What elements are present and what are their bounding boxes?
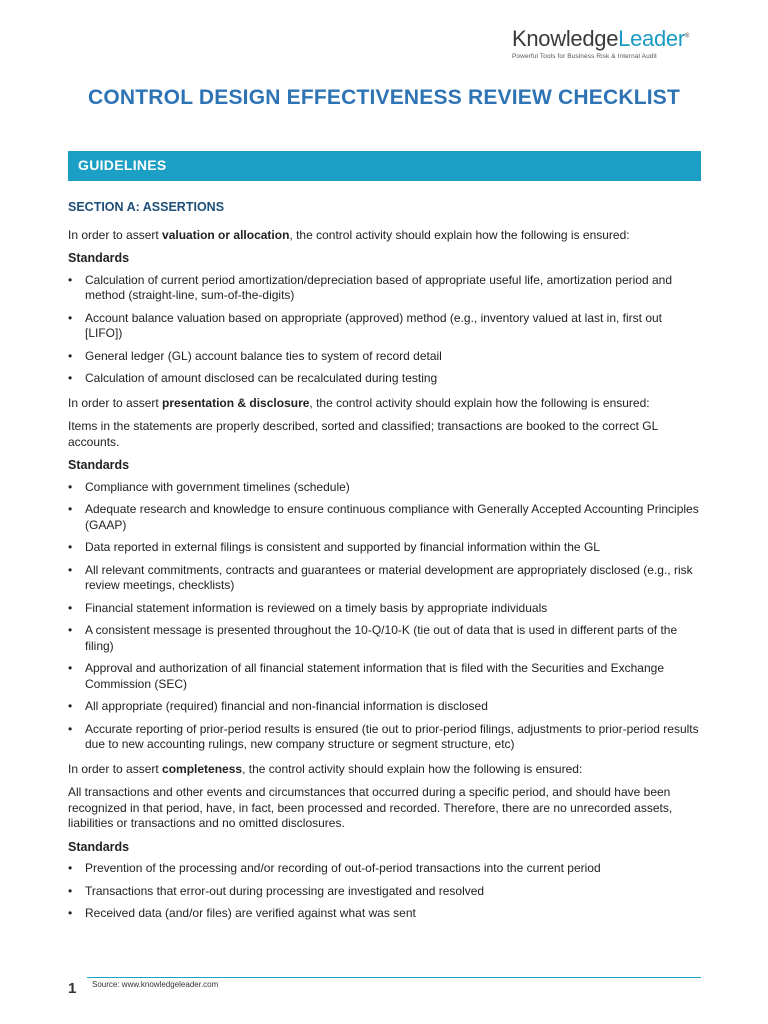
list-item [68,311,701,342]
guidelines-label: GUIDELINES [78,157,167,173]
intro-completeness-pre: In order to assert [68,761,163,776]
list-item-text: Account balance valuation based on appropriate (approved) method (e.g., inventory valued at last in, first out [LIFO]) [85,310,663,340]
bullet-marker: • [68,861,73,875]
intro-valuation-pre: In order to assert [68,227,163,242]
standards-heading-valuation: Standards [68,251,130,265]
page-number: 1 [68,980,77,997]
standards-list-completeness [68,861,701,922]
list-item-text: A consistent message is presented throughout the 10-Q/10-K (tie out of data that is used in different parts of the filing) [85,623,678,653]
bullet-marker: • [68,562,73,577]
standards-list-presentation [68,480,701,753]
list-item-text: Prevention of the processing and/or recording of out-of-period transactions into the current period [85,861,601,875]
logo-name-leader: Leader [618,26,685,51]
list-item-text: Transactions that error-out during processing are investigated and resolved [85,883,485,898]
list-item [68,349,701,365]
intro-presentation-post: , the control activity should explain how the following is ensured: [309,395,650,410]
logo-wordmark [512,26,689,52]
list-item-text: Accurate reporting of prior-period results is ensured (tie out to prior-period filings, adjustments to prior-period results due to new accounting rulings, new company structure or segment structure, etc) [85,721,699,751]
logo-registered-mark: ® [684,33,689,40]
source-line: Source: www.knowledgeleader.com [92,980,219,989]
list-item-text: Calculation of amount disclosed can be recalculated during testing [85,371,438,385]
list-item [68,601,701,617]
list-item-text: Calculation of current period amortization/depreciation based of appropriate useful life, amortization period and method (straight-line, sum-of-the-digits) [85,272,673,302]
list-item [68,884,701,900]
bullet-marker: • [68,906,73,920]
bullet-marker: • [68,699,73,713]
bullet-marker: • [68,348,73,363]
list-item-text: Approval and authorization of all financial statement information that is filed with the Securities and Exchange Commission (SEC) [85,661,664,691]
list-item [68,480,701,496]
intro-presentation-pre: In order to assert [68,395,163,410]
footer-divider [87,977,701,978]
standards-heading-presentation: Standards [68,458,130,472]
list-item [68,722,701,753]
list-item [68,623,701,654]
intro-presentation-bold: presentation & disclosure [162,395,310,410]
list-item [68,563,701,594]
list-item-text: Financial statement information is reviewed on a timely basis by appropriate individuals [85,600,548,615]
list-item [68,540,701,556]
bullet-marker: • [68,502,73,516]
knowledgeleader-logo [512,26,689,60]
list-item-text: Compliance with government timelines (schedule) [85,479,350,494]
bullet-marker: • [68,661,73,675]
list-item-text: All appropriate (required) financial and non-financial information is disclosed [85,699,488,713]
document-body [68,200,701,931]
intro-completeness [68,762,701,778]
list-item [68,273,701,304]
section-a-heading: SECTION A: ASSERTIONS [68,200,225,214]
list-item-text: Data reported in external filings is consistent and supported by financial information within the GL [85,540,600,554]
list-item-text: Adequate research and knowledge to ensure continuous compliance with Generally Accepted Accounting Principles (GAAP) [85,502,699,532]
guidelines-band [68,151,701,181]
standards-list-valuation [68,273,701,387]
page-title: CONTROL DESIGN EFFECTIVENESS REVIEW CHECKLIST [88,86,680,109]
list-item-text: All relevant commitments, contracts and guarantees or material development are appropriately disclosed (e.g., risk review meetings, checklists) [85,562,693,592]
list-item [68,699,701,715]
bullet-marker: • [68,540,73,554]
bullet-marker: • [68,721,73,736]
logo-name-knowledge: Knowledge [512,26,619,51]
list-item-text: General ledger (GL) account balance ties to system of record detail [85,348,442,363]
list-item [68,861,701,877]
bullet-marker: • [68,623,73,637]
intro-valuation [68,228,701,244]
completeness-description: All transactions and other events and circumstances that occurred during a specific period, and should have been recognized in that period, have, in fact, been processed and recorded. Therefore, there are no unrecorded assets, liabilities or transactions and no omitted disclosures. [68,785,673,830]
intro-valuation-bold: valuation or allocation [162,227,290,242]
bullet-marker: • [68,600,73,615]
list-item [68,502,701,533]
bullet-marker: • [68,371,73,385]
bullet-marker: • [68,272,73,287]
standards-heading-completeness: Standards [68,839,130,854]
bullet-marker: • [68,310,73,325]
list-item [68,371,701,387]
list-item [68,661,701,692]
bullet-marker: • [68,479,73,494]
list-item [68,906,701,922]
bullet-marker: • [68,883,73,898]
intro-completeness-bold: completeness [162,761,243,776]
intro-presentation [68,396,701,412]
list-item-text: Received data (and/or files) are verified against what was sent [85,906,416,920]
intro-valuation-post: , the control activity should explain how the following is ensured: [289,227,630,242]
intro-completeness-post: , the control activity should explain how the following is ensured: [242,761,583,776]
logo-tagline: Powerful Tools for Business Risk & Internal Audit [512,53,657,60]
presentation-description: Items in the statements are properly described, sorted and classified; transactions are booked to the correct GL accounts. [68,419,658,449]
